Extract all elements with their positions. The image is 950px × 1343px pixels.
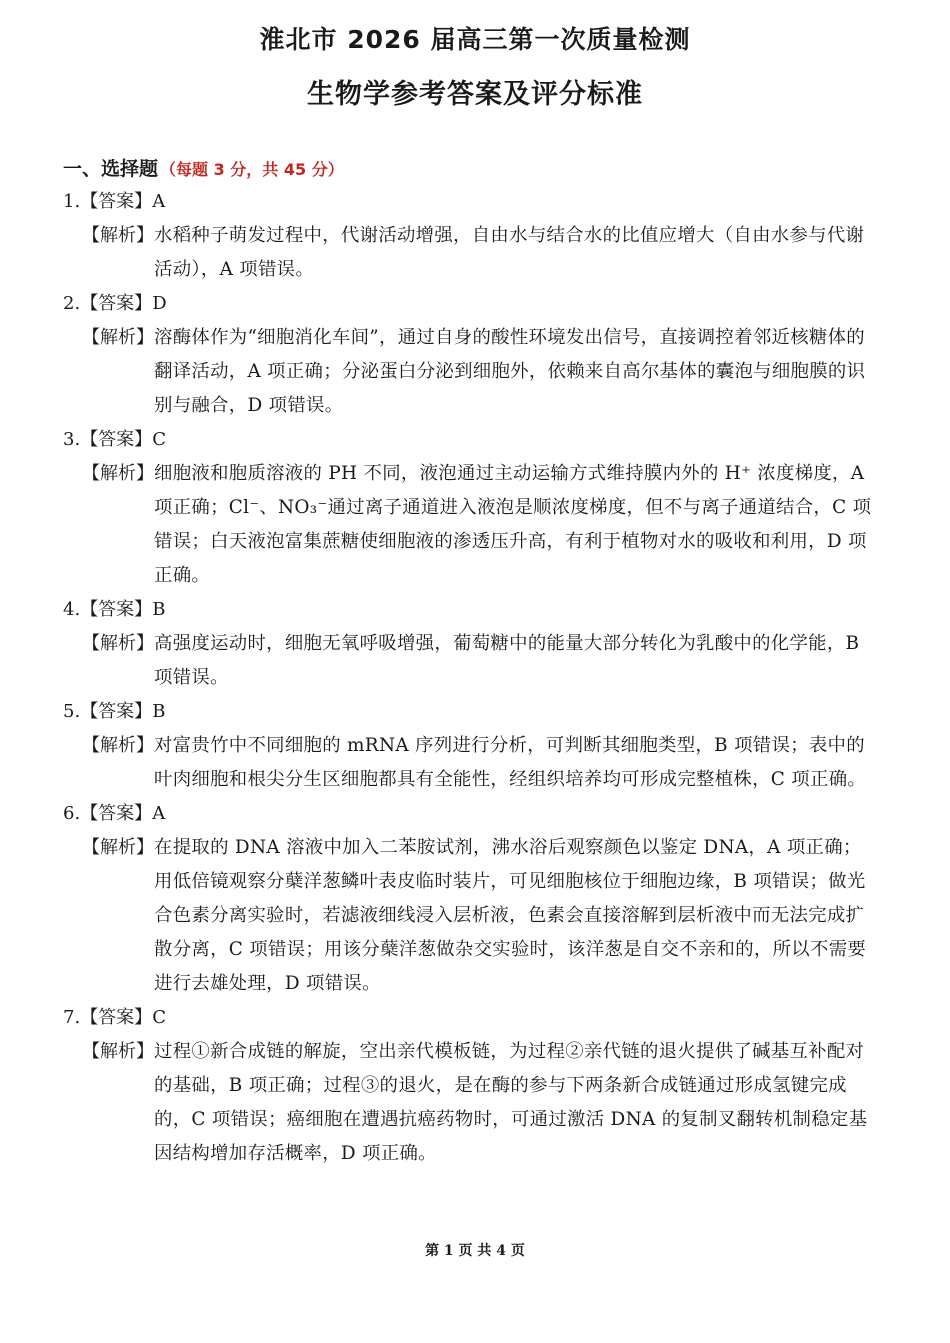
question-number: 1.	[63, 191, 81, 212]
question-4	[0, 593, 950, 695]
document-subtitle: 生物学参考答案及评分标准	[307, 79, 643, 110]
question-number: 5.	[63, 701, 81, 722]
explanation-label: 【解析】	[82, 735, 154, 756]
explanation-text: 细胞液和胞质溶液的 PH 不同，液泡通过主动运输方式维持膜内外的 H⁺ 浓度梯度，A 项正确；Cl⁻、NO₃⁻通过离子通道进入液泡是顺浓度梯度，但不与离子通道结合，C 项错误；白天液泡富集蔗糖使细胞液的渗透压升高，有利于植物对水的吸收和利用，D 项正确。	[154, 463, 872, 586]
question-number: 4.	[63, 599, 81, 620]
explanation-text: 溶酶体作为“细胞消化车间”，通过自身的酸性环境发出信号，直接调控着邻近核糖体的翻译活动，A 项正确；分泌蛋白分泌到细胞外，依赖来自高尔基体的囊泡与细胞膜的识别与融合，D 项错误。	[154, 327, 866, 416]
explanation-label: 【解析】	[82, 1041, 154, 1062]
explanation-label: 【解析】	[82, 837, 154, 858]
answer-line	[0, 423, 950, 457]
explanation-row	[0, 1035, 872, 1171]
explanation-row	[0, 627, 872, 695]
answer-line	[0, 695, 950, 729]
explanation-text: 水稻种子萌发过程中，代谢活动增强，自由水与结合水的比值应增大（自由水参与代谢活动），A 项错误。	[154, 225, 865, 280]
answer-value: C	[152, 429, 166, 450]
explanation-row	[0, 729, 872, 797]
explanation-label: 【解析】	[82, 463, 154, 484]
section-heading	[63, 154, 344, 181]
question-number: 6.	[63, 803, 81, 824]
answer-line	[0, 797, 950, 831]
answer-label: 【答案】	[80, 429, 153, 450]
explanation-label: 【解析】	[82, 327, 154, 348]
answer-value: C	[152, 1007, 166, 1028]
answer-label: 【答案】	[80, 191, 153, 212]
question-6	[0, 797, 950, 1001]
question-1	[0, 185, 950, 287]
answer-list	[0, 185, 950, 1171]
explanation-row	[0, 831, 872, 1001]
explanation-text: 过程①新合成链的解旋，空出亲代模板链，为过程②亲代链的退火提供了碱基互补配对的基础，B 项正确；过程③的退火，是在酶的参与下两条新合成链通过形成氢键完成的，C 项错误；癌细胞在遭遇抗癌药物时，可通过激活 DNA 的复制叉翻转机制稳定基因结构增加存活概率，D 项正确。	[154, 1041, 868, 1164]
answer-line	[0, 287, 950, 321]
answer-line	[0, 593, 950, 627]
answer-line	[0, 185, 950, 219]
answer-value: A	[152, 191, 166, 212]
answer-line	[0, 1001, 950, 1035]
answer-value: D	[152, 293, 167, 314]
answer-label: 【答案】	[80, 599, 153, 620]
question-7	[0, 1001, 950, 1171]
explanation-text: 在提取的 DNA 溶液中加入二苯胺试剂，沸水浴后观察颜色以鉴定 DNA，A 项正确；用低倍镜观察分蘖洋葱鳞叶表皮临时装片，可见细胞核位于细胞边缘，B 项错误；做光合色素分离实验时，若滤液细线浸入层析液，色素会直接溶解到层析液中而无法完成扩散分离，C 项错误；用该分蘖洋葱做杂交实验时，该洋葱是自交不亲和的，所以不需要进行去雄处理，D 项错误。	[154, 837, 867, 994]
answer-value: B	[152, 599, 166, 620]
explanation-text: 对富贵竹中不同细胞的 mRNA 序列进行分析，可判断其细胞类型，B 项错误；表中的叶肉细胞和根尖分生区细胞都具有全能性，经组织培养均可形成完整植株，C 项正确。	[154, 735, 867, 790]
question-number: 3.	[63, 429, 81, 450]
document-title: 淮北市 2026 届高三第一次质量检测	[259, 25, 691, 54]
explanation-label: 【解析】	[82, 633, 154, 654]
explanation-row	[0, 457, 872, 593]
answer-label: 【答案】	[80, 701, 153, 722]
question-3	[0, 423, 950, 593]
section-heading-text: 一、选择题	[63, 158, 159, 180]
page-footer: 第 1 页 共 4 页	[425, 1243, 525, 1259]
question-number: 2.	[63, 293, 81, 314]
answer-label: 【答案】	[80, 293, 153, 314]
question-2	[0, 287, 950, 423]
explanation-label: 【解析】	[82, 225, 154, 246]
answer-value: B	[152, 701, 166, 722]
question-5	[0, 695, 950, 797]
explanation-row	[0, 321, 872, 423]
answer-value: A	[152, 803, 166, 824]
section-score-note: （每题 3 分，共 45 分）	[160, 160, 344, 179]
explanation-row	[0, 219, 872, 287]
answer-label: 【答案】	[80, 1007, 153, 1028]
question-number: 7.	[63, 1007, 81, 1028]
explanation-text: 高强度运动时，细胞无氧呼吸增强，葡萄糖中的能量大部分转化为乳酸中的化学能，B 项错误。	[154, 633, 860, 688]
answer-label: 【答案】	[80, 803, 153, 824]
